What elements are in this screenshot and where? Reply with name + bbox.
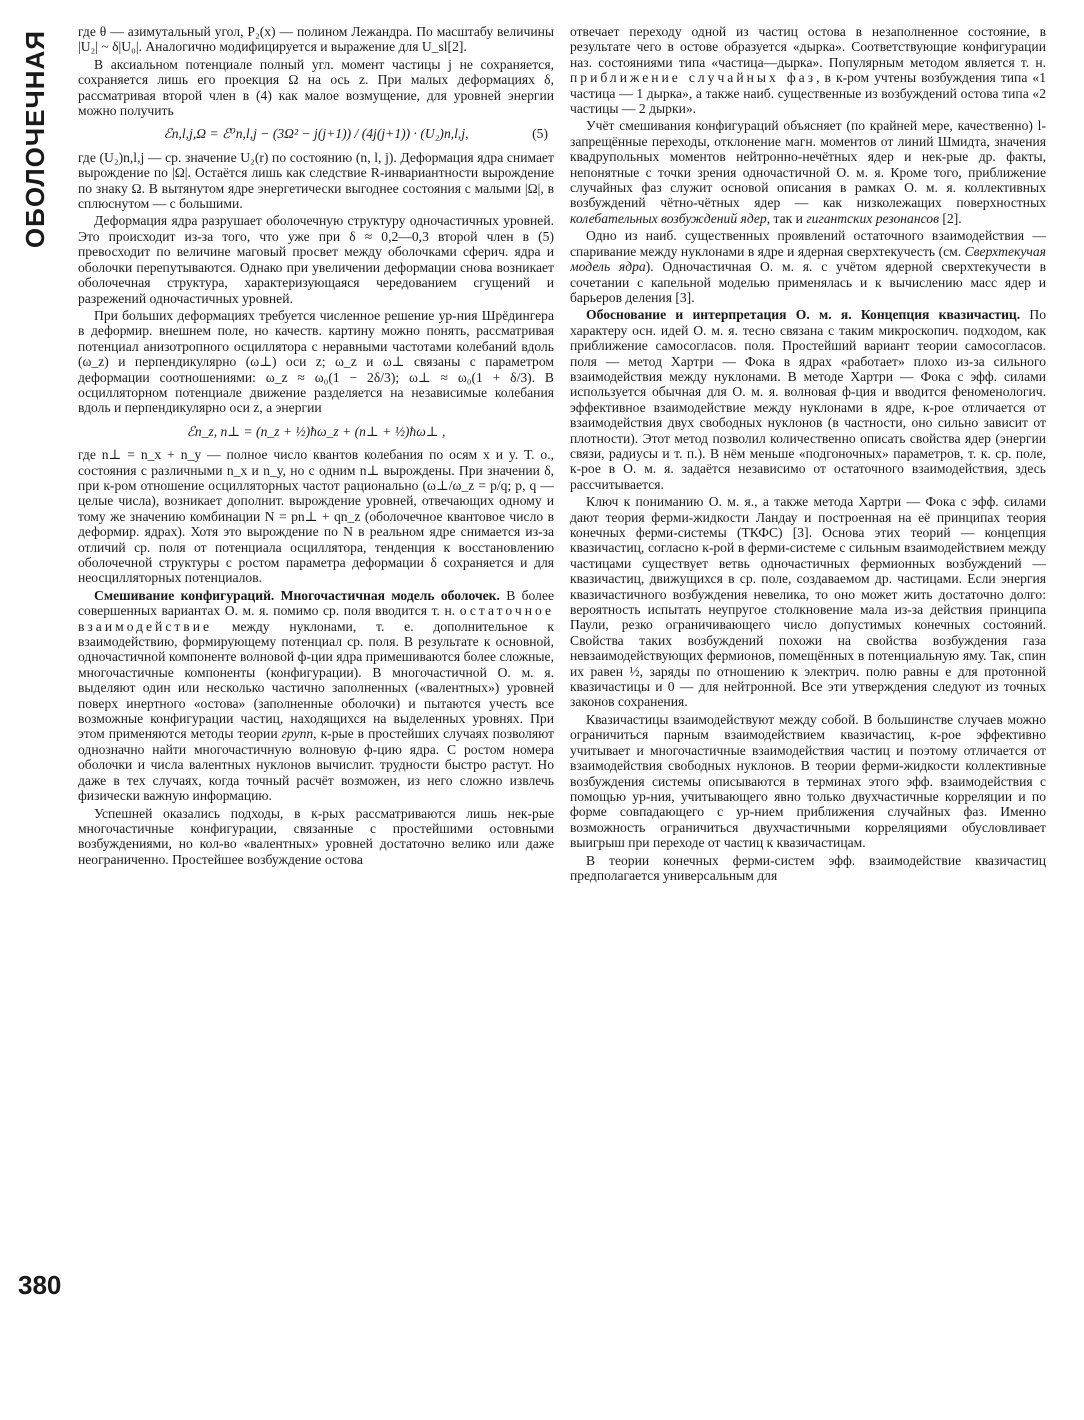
page-number: 380 (18, 1270, 62, 1300)
paragraph: В теории конечных ферми-систем эфф. взаимодействие квазичастиц предполагается универсальным для (570, 852, 1046, 883)
paragraph: где n⊥ = n_x + n_y — полное число квантов колебания по осям x и y. Т. о., состояния с различными n_x и n_y, но с одним n⊥ вырождены. При значении δ, при к-ром отношение осцилляторных частот рационально (ω⊥/ω_z = p/q; p, q — целые числа), возникает дополнит. вырождение уровней, отвечающих одному и тому же значению комбинации N = pn⊥ + qn_z (оболочечное квантовое число в деформир. ядрах). Хотя это вырождение по N в реальном ядре снимается из-за отличий ср. поля от потенциала осциллятора, тенденция к восстановлению оболочечной структуры с ростом параметра деформации δ сохраняется и для неосцилляторных потенциалов. (78, 447, 554, 586)
paragraph: В аксиальном потенциале полный угл. момент частицы j не сохраняется, сохраняется лишь его проекция Ω на ось z. При малых деформациях δ, рассматривая второй член в (4) как малое возмущение, для уровней энергии можно получить (78, 56, 554, 119)
left-column (78, 24, 554, 1384)
paragraph: Деформация ядра разрушает оболочечную структуру одночастичных уровней. Это происходит из-за того, что уже при δ ≈ 0,2—0,3 второй член в (5) превосходит по величине маговый просвет между оболочками сферич. ядра и оболочки перепутываются. Однако при увеличении деформации снова возникает оболочечная структура, характеризующаяся чередованием сгущений и разрежений одночастичных уровней. (78, 213, 554, 306)
paragraph: где θ — азимутальный угол, P₂(x) — полином Лежандра. По масштабу величины |U₂| ~ δ|U₀|. Аналогично модифицируется и выражение для U_sl[2]. (78, 24, 554, 55)
paragraph: отвечает переходу одной из частиц остова в незаполненное состояние, в результате чего в остове образуется «дырка». Соответствующие конфигурации наз. состояниями типа «частица—дырка». Популярным методом является т. н. приближение случайных фаз, в к-ром учтены возбуждения типа «1 частица — 1 дырка», а также наиб. существенные из возбуждений остова типа «2 частицы — 2 дырки». (570, 24, 1046, 117)
paragraph: При больших деформациях требуется численное решение ур-ния Шрёдингера в деформир. внешнем поле, но качеств. картину можно понять, рассматривая потенциал анизотропного осциллятора с неравными частотами колебаний вдоль (ω_z) и перпендикулярно (ω⊥) оси z; ω_z и ω⊥ связаны с параметром деформации соотношениями: ω_z ≈ ω₀(1 − 2δ/3); ω⊥ ≈ ω₀(1 + δ/3). В осцилляторном потенциале движение разделяется на независимые колебания вдоль и перпендикулярно оси z, а энергии (78, 307, 554, 416)
running-head: ОБОЛОЧЕЧНАЯ (20, 30, 50, 249)
formula (78, 126, 554, 141)
paragraph: где (U₂)n,l,j — ср. значение U₂(r) по состоянию (n, l, j). Деформация ядра снимает вырождение по |Ω|. Остаётся лишь как следствие R-инвариантности вырождение по знаку Ω. В вытянутом ядре энергетически выгоднее состояния с малыми |Ω|, в сплюснутом — с большими. (78, 149, 554, 212)
paragraph: Смешивание конфигураций. Многочастичная модель оболочек. В более совершенных вариантах О. м. я. помимо ср. поля вводится т. н. остаточное взаимодействие между нуклонами, т. е. дополнительное к взаимодействию, формирующему потенциал ср. поля. В результате к основной, одночастичной компоненте волновой ф-ции ядра примешиваются более сложные, многочастичные компоненты (конфигурации). В многочастичной О. м. я. выделяют один или несколько частично заполненных («валентных») уровней поверх инертного «остова» (заполненные оболочки) и пытаются учесть все возможные конфигурации частиц, находящихся на выделенных уровнях. При этом применяются методы теории групп, к-рые в простейших случаях позволяют однозначно найти многочастичную волновую ф-цию ядра. С ростом номера оболочки и числа валентных нуклонов вычислит. трудности быстро растут. Но даже в тех случаях, когда точный расчёт возможен, из него сложно извлечь физически важную информацию. (78, 587, 554, 804)
paragraph: Ключ к пониманию О. м. я., а также метода Хартри — Фока с эфф. силами дают теория ферми-жидкости Ландау и построенная на её принципах теория конечных ферми-системы (ТКФС) [3]. Основа этих теорий — концепция квазичастиц, согласно к-рой в ферми-системе с сильным взаимодействием между частицами существует ветвь одночастичных фермионных возбуждений — квазичастиц, движущихся в ср. поле, создаваемом др. частицами. Если энергия квазичастичного возбуждения невелика, то оно может жить достаточно долго: вероятность испытать неупругое столкновение мала из-за действия принципа Паули, резко ограничивающего число допустимых конечных состояний. Свойства таких возбуждений похожи на свойства возбуждения газа невзаимодействующих фермионов, помещённых в потенциальную яму. Так, спин их равен ½, заряды по отношению к электрич. полю равны e для протонной квазичастицы и 0 — для нейтронной. Все эти утверждения следуют из точных законов сохранения. (570, 494, 1046, 710)
formula (78, 424, 554, 439)
equation-number: (5) (532, 126, 548, 142)
right-column (570, 24, 1046, 1384)
formula-text: ℰn,l,j,Ω = ℰ⁰n,l,j − (3Ω² − j(j+1)) / (4j(j+1)) · (U₂)n,l,j, (163, 126, 469, 142)
paragraph: Учёт смешивания конфигураций объясняет (по крайней мере, качественно) l-запрещённые переходы, отклонение магн. моментов от линий Шмидта, значения квадрупольных моментов нейтронно-нечётных ядер и нек-рые др. факты, непонятные с точки зрения одночастичной О. м. я. Кроме того, приближение случайных фаз служит основой описания в рамках О. м. я. коллективных возбуждений чётно-чётных ядер — как низколежащих поверхностных колебательных возбуждений ядер, так и гигантских резонансов [2]. (570, 118, 1046, 226)
paragraph: Успешней оказались подходы, в к-рых рассматриваются лишь нек-рые многочастичные конфигурации, связанные с простейшими остовными возбуждениями, но кол-во «валентных» уровней достаточно велико или даже неограниченно. Простейшее возбуждение остова (78, 805, 554, 867)
paragraph: Квазичастицы взаимодействуют между собой. В большинстве случаев можно ограничиться парным взаимодействием квазичастиц, к-рое эффективно учитывает и многочастичные взаимодействия частиц и поэтому отличается от взаимодействия свободных нуклонов. В теории ферми-жидкости коллективные возбуждения системы описываются в терминах этого эфф. взаимодействия с помощью ур-ния, учитывающего явно только двухчастичные корреляции и по форме совпадающего с ур-нием приближения случайных фаз. Именно возможность ограничиться двухчастичными корреляциями обусловливает выигрыш при переходе от частиц к квазичастицам. (570, 711, 1046, 851)
formula-text: ℰn_z, n⊥ = (n_z + ½)ħω_z + (n⊥ + ½)ħω⊥ , (186, 423, 446, 439)
paragraph: Обоснование и интерпретация О. м. я. Концепция квазичастиц. По характеру осн. идей О. м. я. тесно связана с таким микроскопич. подходом, как приближение самосогласов. поля. Простейший вариант теории самосогласов. поля — метод Хартри — Фока в ядрах «работает» плохо из-за сильного взаимодействия между нуклонами. В методе Хартри — Фока с эфф. силами используется обычная для О. м. я. волновая ф-ция и вводится феноменологич. эффективное взаимодействие между нуклонами в ядре, к-рое отличается от взаимодействия двух свободных нуклонов (в частности, оно сильно зависит от плотности). Этот метод позволил количественно описать свойства ядер (энергии связи, радиусы и т. п.). В нём меньше «подгоночных» параметров, т. к. ср. поле, к-рое в О. м. я. задаётся независимо от остаточного взаимодействия, здесь рассчитывается. (570, 307, 1046, 492)
paragraph: Одно из наиб. существенных проявлений остаточного взаимодействия — спаривание между нуклонами в ядре и ядерная сверхтекучесть (см. Сверхтекучая модель ядра). Одночастичная О. м. я. с учётом ядерной сверхтекучести в сочетании с капельной моделью применялась и к вычислению масс ядер и барьеров деления [3]. (570, 228, 1046, 305)
